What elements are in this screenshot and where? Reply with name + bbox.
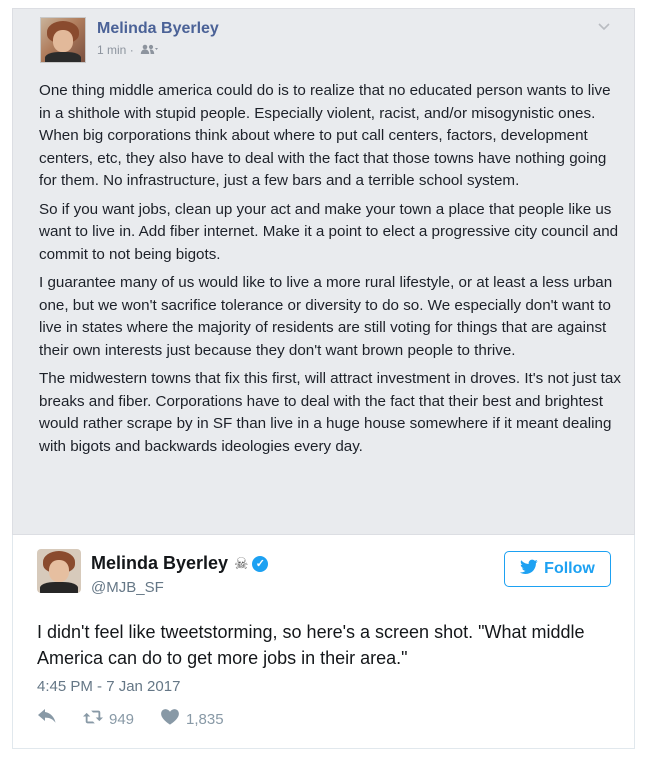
tweet-actions	[37, 709, 250, 729]
avatar[interactable]	[37, 549, 81, 593]
fb-post-meta	[97, 43, 158, 57]
chevron-down-icon[interactable]	[598, 19, 610, 34]
skull-emoji: ☠	[234, 556, 249, 573]
tweet-author[interactable]	[91, 553, 268, 574]
tweet-handle[interactable]: @MJB_SF	[91, 579, 164, 596]
fb-paragraph-1: One thing middle america could do is to realize that no educated person wants to live in a shithole with stupid people. Especially violent, racist, and/or misogynistic ones. When big corporations think about where to put call centers, factors, development centers, etc, they also have to deal with the fact that those towns have nothing going for them. No infrastructure, just a few bars and a terrible school system.	[39, 82, 611, 189]
follow-button[interactable]	[504, 551, 611, 587]
twitter-bird-icon	[520, 559, 538, 580]
tweet-display-name[interactable]: Melinda Byerley	[91, 553, 229, 573]
fb-post-body	[39, 80, 624, 464]
friends-icon	[140, 43, 158, 57]
heart-icon	[160, 709, 180, 729]
fb-author-avatar	[40, 17, 86, 63]
fb-author-name: Melinda Byerley	[97, 20, 219, 37]
like-button[interactable]	[160, 709, 224, 729]
retweet-button[interactable]	[83, 709, 134, 729]
like-count: 1,835	[186, 710, 224, 728]
fb-post-time: 1 min	[97, 43, 127, 57]
retweet-icon	[83, 709, 103, 729]
retweet-count: 949	[109, 710, 135, 728]
tweet-card	[12, 535, 635, 749]
fb-meta-separator: ·	[129, 43, 134, 57]
fb-paragraph-2: So if you want jobs, clean up your act and make your town a place that people like us want to live in. Add fiber internet. Make it a point to elect a progressive city council and commit to not being bigots.	[39, 200, 619, 263]
fb-paragraph-3: I guarantee many of us would like to live a more rural lifestyle, or at least a less urban one, but we won't sacrifice tolerance or diversity to do so. We especially don't want to live in states where the majority of residents are still voting for things that are against their own interests just because they don't want brown people to thrive.	[39, 274, 613, 359]
reply-button[interactable]	[37, 709, 57, 729]
tweet-timestamp[interactable]: 4:45 PM - 7 Jan 2017	[37, 678, 181, 695]
follow-label: Follow	[544, 560, 595, 577]
fb-paragraph-4: The midwestern towns that fix this first, will attract investment in droves. It's not just tax breaks and fiber. Corporations have to deal with the fact that their best and brightest would rather scrape by in SF than live in a huge house somewhere if it meant dealing with bigots and backwards ideologies every day.	[39, 370, 621, 455]
verified-badge-icon: ✓	[252, 556, 268, 572]
reply-icon	[37, 709, 57, 729]
facebook-screenshot	[12, 8, 635, 535]
tweet-text: I didn't feel like tweetstorming, so here's a screen shot. "What middle America can do to get more jobs in their area."	[37, 622, 585, 668]
